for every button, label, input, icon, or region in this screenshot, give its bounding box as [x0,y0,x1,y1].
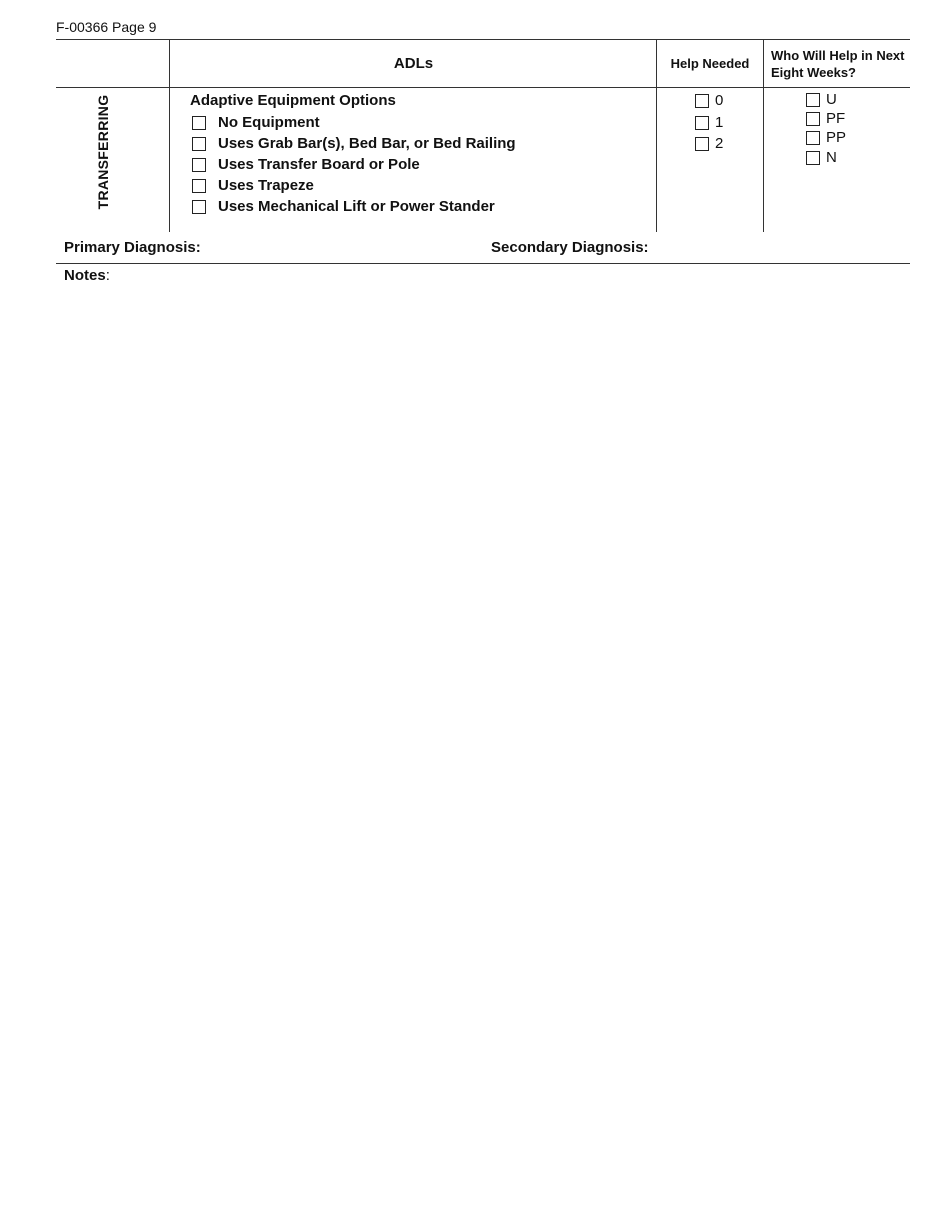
option-label: Uses Mechanical Lift or Power Stander [218,198,495,215]
option-trapeze[interactable] [192,177,314,194]
column-divider-who [763,39,764,232]
option-label: Uses Transfer Board or Pole [218,156,420,173]
header-who-will-help: Who Will Help in Next Eight Weeks? [771,48,905,80]
option-no-equipment[interactable] [192,114,320,131]
checkbox[interactable] [192,137,206,151]
who-label: PF [826,110,846,127]
score-label: 0 [715,92,724,109]
who-will-help-option-u[interactable] [806,91,837,108]
help-needed-option-0[interactable] [695,92,723,109]
notes-label: Notes [64,267,106,284]
help-needed-option-1[interactable] [695,114,723,131]
option-grab-bar[interactable] [192,135,516,152]
primary-diagnosis-label: Primary Diagnosis: [64,239,201,256]
who-will-help-option-pp[interactable] [806,129,846,146]
checkbox[interactable] [192,158,206,172]
checkbox[interactable] [806,151,820,165]
option-mechanical-lift[interactable] [192,198,495,215]
header-adls: ADLs [393,55,434,72]
adaptive-equipment-title: Adaptive Equipment Options [190,92,396,109]
checkbox[interactable] [192,200,206,214]
diagnosis-divider [56,263,910,264]
header-bottom-border [56,87,910,88]
checkbox[interactable] [695,137,709,151]
score-label: 2 [715,135,724,152]
notes-colon: : [105,267,110,284]
section-label-transferring: TRANSFERRING [95,94,111,210]
who-label: PP [826,129,847,146]
page-header: F-00366 Page 9 [56,19,157,35]
score-label: 1 [715,114,724,131]
checkbox[interactable] [806,93,820,107]
secondary-diagnosis-label: Secondary Diagnosis: [491,239,649,256]
help-needed-option-2[interactable] [695,135,723,152]
checkbox[interactable] [806,112,820,126]
option-label: No Equipment [218,114,320,131]
who-label: N [826,149,837,166]
checkbox[interactable] [695,116,709,130]
checkbox[interactable] [192,116,206,130]
table-top-border [56,39,910,40]
header-help-needed: Help Needed [670,56,750,71]
who-will-help-option-n[interactable] [806,149,837,166]
option-label: Uses Trapeze [218,177,314,194]
checkbox[interactable] [695,94,709,108]
who-label: U [826,91,837,108]
option-label: Uses Grab Bar(s), Bed Bar, or Bed Railing [218,135,516,152]
checkbox[interactable] [806,131,820,145]
checkbox[interactable] [192,179,206,193]
adl-transferring-table [56,39,910,232]
option-transfer-board[interactable] [192,156,420,173]
notes-section [64,267,110,284]
who-will-help-option-pf[interactable] [806,110,845,127]
